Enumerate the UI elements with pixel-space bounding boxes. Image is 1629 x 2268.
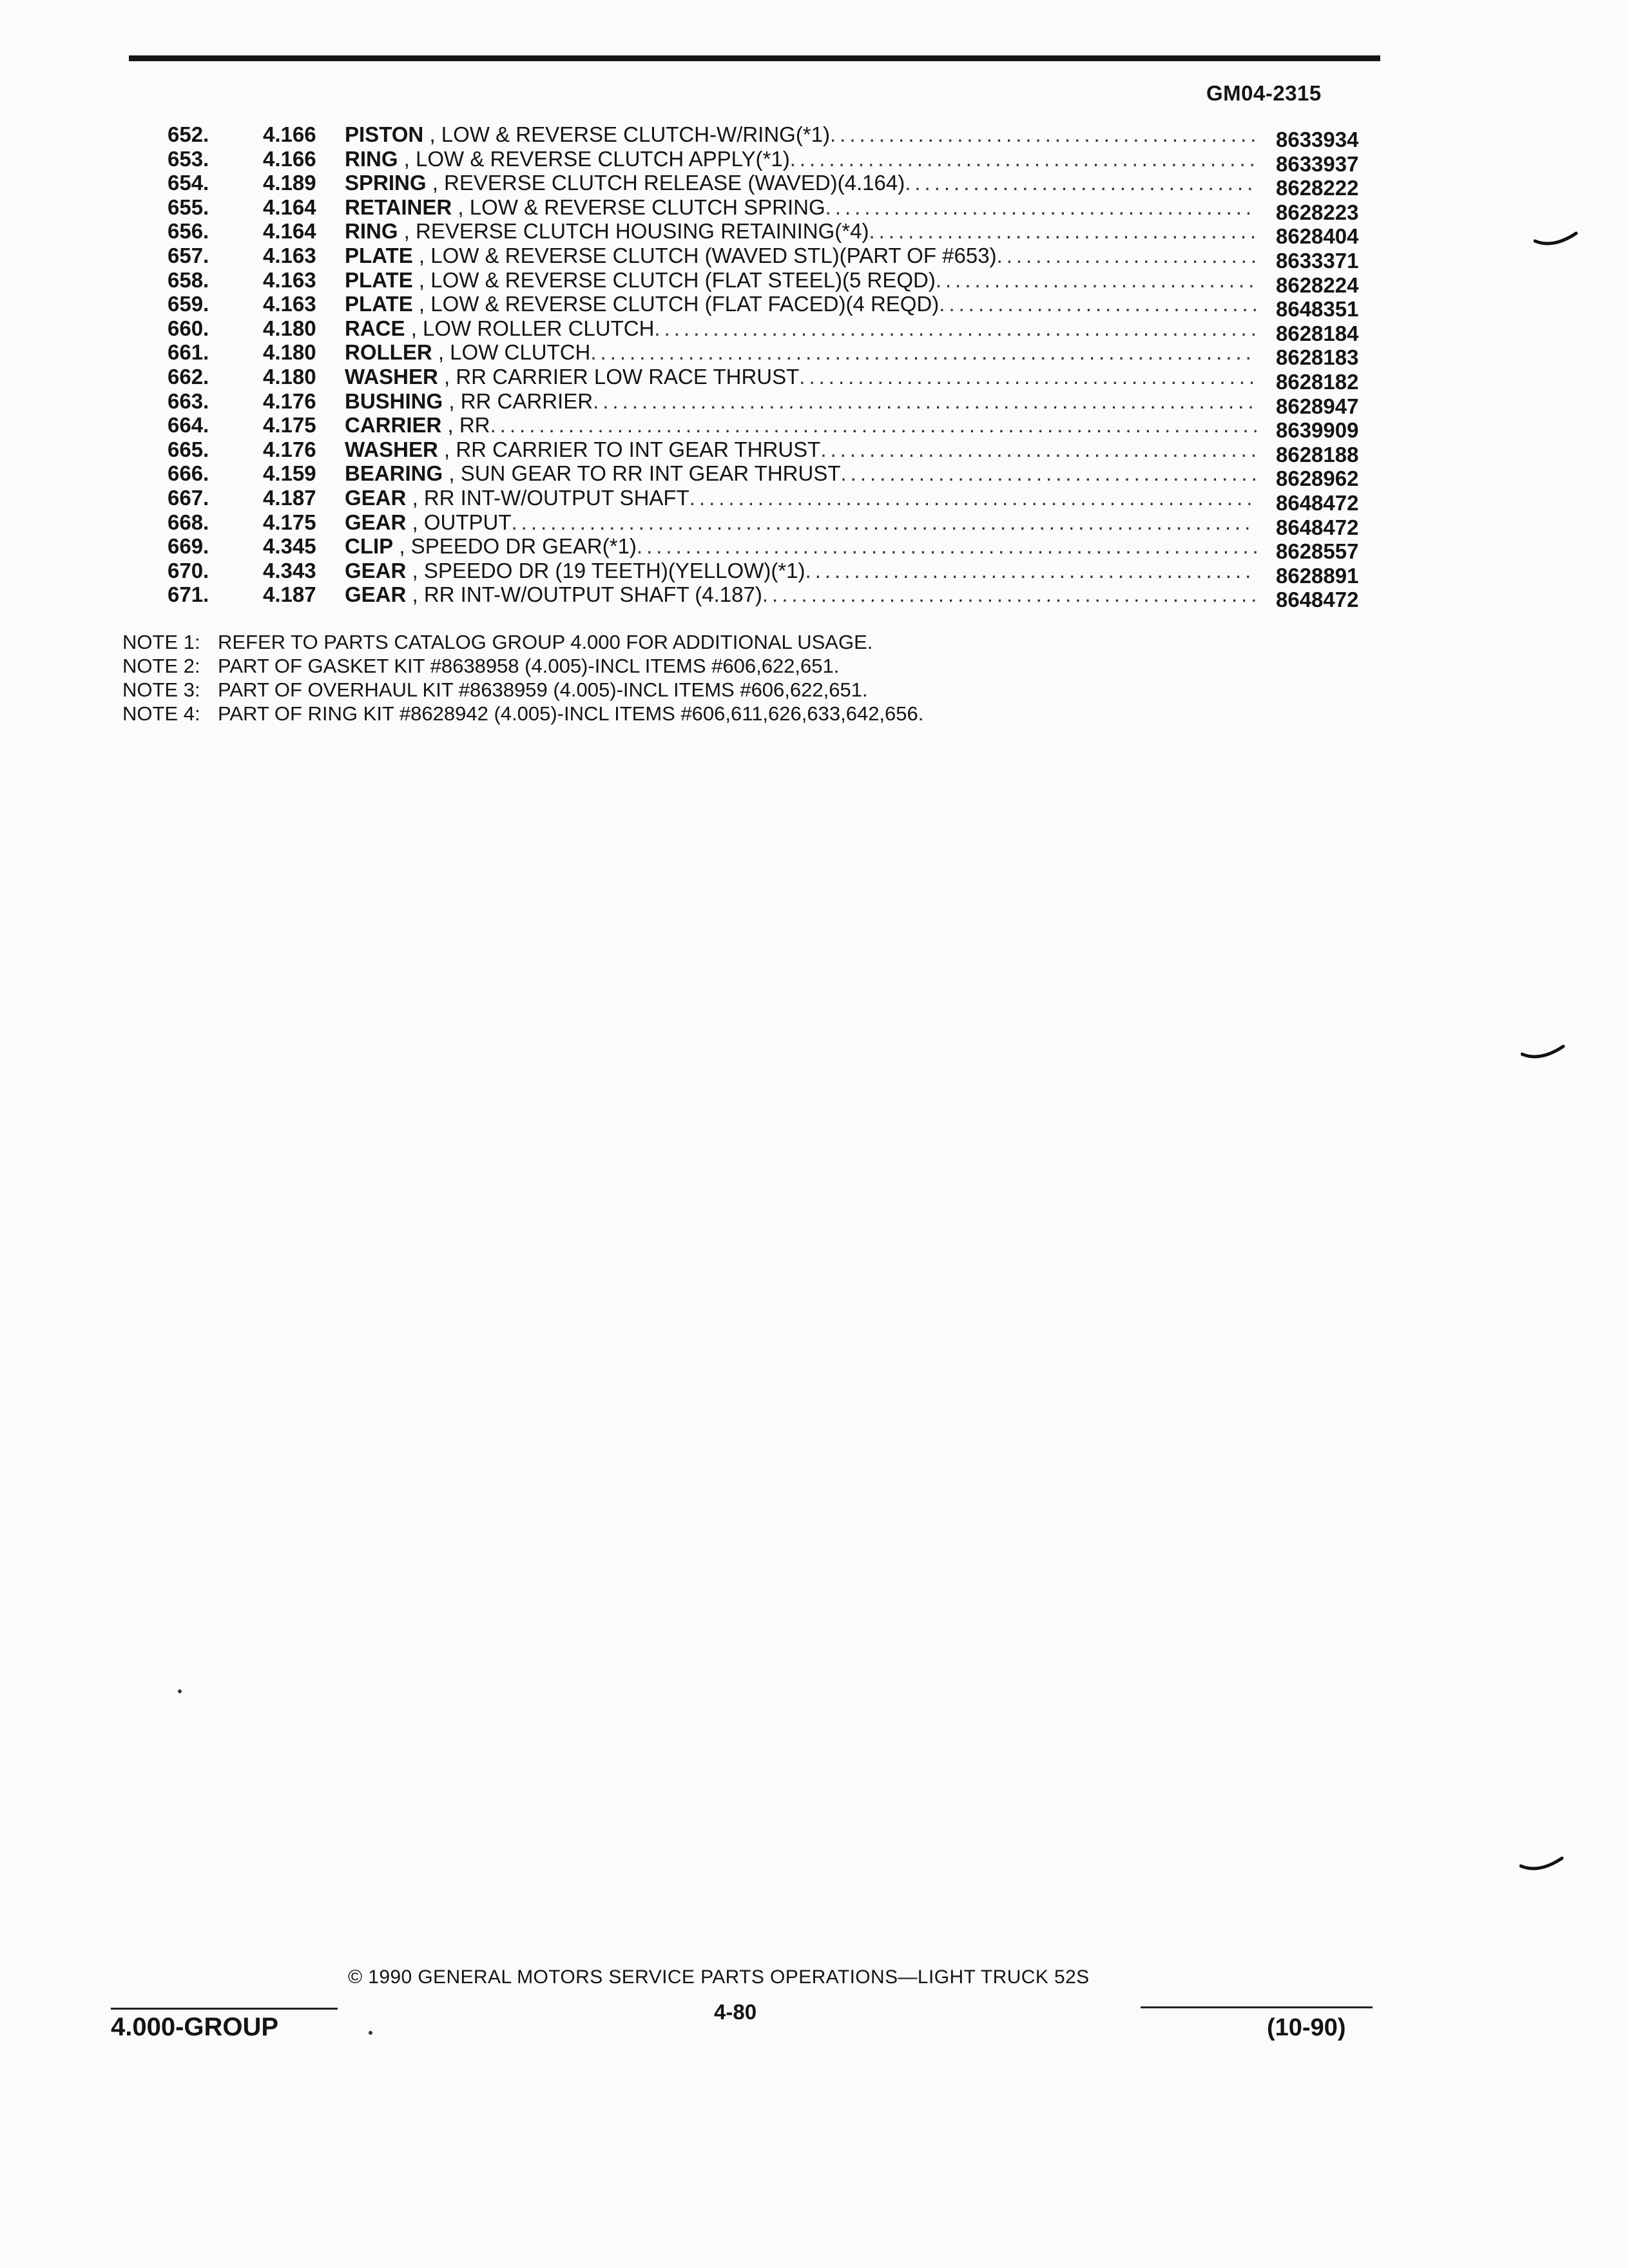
table-row — [168, 316, 1379, 345]
table-row — [168, 582, 1379, 612]
part-number: 8648351 — [1276, 297, 1359, 322]
part-name: WASHER — [345, 437, 438, 461]
item-number: 652. — [168, 122, 209, 146]
part-number: 8628183 — [1276, 345, 1359, 370]
part-detail: , RR INT-W/OUTPUT SHAFT — [412, 485, 689, 510]
group-number: 4.164 — [263, 195, 316, 219]
item-number: 670. — [168, 558, 209, 582]
part-number: 8628182 — [1276, 369, 1359, 394]
group-number: 4.345 — [263, 534, 316, 559]
group-number: 4.176 — [263, 389, 316, 413]
part-description — [345, 582, 1408, 607]
item-number: 663. — [168, 389, 209, 413]
date-code: (10-90) — [1267, 2014, 1346, 2041]
part-name: GEAR — [345, 510, 407, 534]
dot-leader: ............................................................................... — [490, 413, 1262, 437]
margin-check-mark — [1521, 1043, 1566, 1062]
part-name: BEARING — [345, 461, 443, 486]
table-row — [168, 364, 1379, 394]
part-description — [345, 147, 1408, 171]
part-detail: , RR INT-W/OUTPUT SHAFT (4.187) — [412, 582, 762, 607]
part-description — [345, 365, 1408, 389]
margin-check-mark — [1519, 1854, 1565, 1874]
part-description — [345, 292, 1408, 316]
notes-section — [122, 630, 923, 726]
dot-leader: ............................................................................ — [511, 510, 1255, 534]
dot-leader: ........................... — [996, 243, 1261, 267]
part-number: 8648472 — [1276, 515, 1359, 539]
footer-rule-right — [1141, 2006, 1373, 2008]
part-name: GEAR — [345, 558, 407, 582]
item-number: 671. — [168, 582, 209, 607]
part-name: RETAINER — [345, 195, 452, 219]
part-detail: , LOW & REVERSE CLUTCH (WAVED STL)(PART OF #653) — [418, 243, 997, 267]
group-label: 4.000-GROUP — [111, 2013, 279, 2041]
table-row — [168, 534, 1379, 564]
part-number: 8628224 — [1276, 273, 1359, 297]
part-name: PLATE — [345, 243, 413, 267]
item-number: 668. — [168, 510, 209, 534]
group-number: 4.189 — [263, 171, 316, 195]
item-number: 661. — [168, 340, 209, 365]
part-name: ROLLER — [345, 340, 432, 365]
part-name: CLIP — [345, 534, 394, 559]
part-detail: , RR CARRIER — [448, 389, 593, 413]
dot-leader: .................................................................... — [590, 340, 1255, 365]
note-text: PART OF OVERHAUL KIT #8638959 (4.005)-INCL ITEMS #606,622,651. — [218, 678, 868, 701]
note-label: NOTE 3: — [122, 678, 200, 701]
part-number: 8633937 — [1276, 151, 1359, 176]
part-detail: , LOW & REVERSE CLUTCH (FLAT STEEL)(5 REQD) — [418, 267, 936, 292]
note-text: REFER TO PARTS CATALOG GROUP 4.000 FOR ADDITIONAL USAGE. — [218, 631, 873, 653]
table-row — [168, 340, 1379, 370]
table-row — [168, 413, 1379, 443]
table-row — [168, 171, 1379, 200]
table-row — [168, 292, 1379, 322]
note-line — [122, 702, 923, 726]
table-row — [168, 485, 1379, 515]
item-number: 658. — [168, 267, 209, 292]
table-row — [168, 243, 1379, 273]
part-description — [345, 437, 1408, 462]
note-line — [122, 678, 923, 702]
note-label: NOTE 2: — [122, 655, 200, 677]
part-description — [345, 219, 1408, 244]
table-row — [168, 558, 1379, 588]
group-number: 4.180 — [263, 364, 316, 389]
group-number: 4.180 — [263, 340, 316, 365]
part-description — [345, 244, 1408, 268]
dot-leader: ................................................ — [789, 146, 1259, 171]
item-number: 664. — [168, 413, 209, 437]
part-number: 8628223 — [1276, 200, 1359, 224]
part-number: 8648472 — [1276, 588, 1359, 612]
part-detail: , LOW & REVERSE CLUTCH-W/RING(*1) — [429, 122, 830, 146]
item-number: 665. — [168, 437, 209, 461]
part-name: CARRIER — [345, 413, 442, 437]
dot-leader: ................................................................ — [636, 534, 1262, 559]
table-row — [168, 389, 1379, 418]
dot-leader: .............................................. — [805, 558, 1255, 582]
table-row — [168, 267, 1379, 297]
part-number: 8628404 — [1276, 224, 1359, 249]
part-name: BUSHING — [345, 389, 443, 413]
table-row — [168, 437, 1379, 466]
part-number: 8633371 — [1276, 248, 1359, 273]
parts-list — [168, 122, 1379, 612]
group-number: 4.163 — [263, 267, 316, 292]
table-row — [168, 219, 1379, 249]
part-detail: , LOW ROLLER CLUTCH — [410, 316, 655, 340]
part-name: PLATE — [345, 292, 413, 316]
part-detail: , RR CARRIER TO INT GEAR THRUST — [444, 437, 821, 461]
part-detail: , RR CARRIER LOW RACE THRUST — [444, 364, 800, 389]
part-description — [345, 268, 1408, 293]
dot-leader: ............................................ — [825, 195, 1256, 219]
group-number: 4.163 — [263, 292, 316, 316]
part-name: RING — [345, 146, 398, 171]
group-number: 4.164 — [263, 219, 316, 244]
table-row — [168, 461, 1379, 491]
part-detail: , LOW & REVERSE CLUTCH SPRING — [458, 195, 825, 219]
part-name: GEAR — [345, 582, 407, 607]
item-number: 666. — [168, 461, 209, 486]
item-number: 656. — [168, 219, 209, 244]
scan-speck — [178, 1689, 182, 1693]
item-number: 659. — [168, 292, 209, 316]
dot-leader: ................................................... — [762, 582, 1261, 607]
dot-leader: ............................................. — [820, 437, 1260, 461]
part-description — [345, 534, 1408, 559]
part-description — [345, 413, 1408, 437]
item-number: 655. — [168, 195, 209, 219]
part-detail: , LOW CLUTCH — [438, 340, 591, 365]
dot-leader: ................................. — [939, 292, 1262, 316]
part-number: 8639909 — [1276, 418, 1359, 443]
note-line — [122, 654, 923, 678]
part-description — [345, 389, 1408, 414]
copyright-line: © 1990 GENERAL MOTORS SERVICE PARTS OPERATIONS—LIGHT TRUCK 52S — [348, 1966, 1090, 1988]
group-number: 4.176 — [263, 437, 316, 461]
part-number: 8628962 — [1276, 466, 1359, 491]
group-number: 4.166 — [263, 122, 316, 146]
top-rule — [129, 55, 1380, 61]
part-detail: , OUTPUT — [412, 510, 512, 534]
part-number: 8628947 — [1276, 394, 1359, 418]
footer-rule-left — [111, 2008, 338, 2010]
group-number: 4.187 — [263, 485, 316, 510]
part-detail: , SUN GEAR TO RR INT GEAR THRUST — [448, 461, 841, 486]
note-text: PART OF RING KIT #8628942 (4.005)-INCL ITEMS #606,611,626,633,642,656. — [218, 702, 924, 725]
part-description — [345, 486, 1408, 510]
item-number: 669. — [168, 534, 209, 559]
part-description — [345, 559, 1408, 583]
part-name: RACE — [345, 316, 405, 340]
item-number: 660. — [168, 316, 209, 340]
part-name: RING — [345, 219, 398, 244]
part-description — [345, 510, 1408, 535]
group-number: 4.180 — [263, 316, 316, 340]
dot-leader: .................................... — [905, 171, 1257, 195]
part-detail: , SPEEDO DR GEAR(*1) — [399, 534, 637, 559]
dot-leader: .............................................................. — [654, 316, 1260, 340]
item-number: 657. — [168, 243, 209, 267]
part-detail: , REVERSE CLUTCH RELEASE (WAVED)(4.164) — [432, 171, 905, 195]
part-name: WASHER — [345, 364, 438, 389]
part-number: 8628184 — [1276, 321, 1359, 345]
part-description — [345, 171, 1408, 195]
note-label: NOTE 1: — [122, 631, 200, 653]
item-number: 667. — [168, 485, 209, 510]
dot-leader: ............................................ — [830, 122, 1260, 146]
dot-leader: ............................................... — [799, 364, 1259, 389]
dot-leader: ........................................... — [840, 461, 1261, 486]
part-number: 8628891 — [1276, 563, 1359, 588]
part-description — [345, 316, 1408, 341]
group-number: 4.175 — [263, 413, 316, 437]
part-name: GEAR — [345, 485, 407, 510]
part-detail: , RR — [447, 413, 490, 437]
group-number: 4.159 — [263, 461, 316, 486]
part-name: PISTON — [345, 122, 424, 146]
part-description — [345, 122, 1408, 147]
scan-speck — [369, 2031, 372, 2035]
dot-leader: .................................................................... — [593, 389, 1258, 413]
part-number: 8648472 — [1276, 490, 1359, 515]
part-name: PLATE — [345, 267, 413, 292]
note-line — [122, 630, 923, 654]
part-number: 8628222 — [1276, 176, 1359, 200]
part-name: SPRING — [345, 171, 427, 195]
part-description — [345, 195, 1408, 220]
part-detail: , LOW & REVERSE CLUTCH (FLAT FACED)(4 REQD) — [418, 292, 940, 316]
part-detail: , REVERSE CLUTCH HOUSING RETAINING(*4) — [403, 219, 869, 244]
part-description — [345, 340, 1408, 365]
item-number: 662. — [168, 364, 209, 389]
dot-leader: ................................. — [935, 267, 1258, 292]
part-detail: , SPEEDO DR (19 TEETH)(YELLOW)(*1) — [412, 558, 805, 582]
table-row — [168, 195, 1379, 224]
note-text: PART OF GASKET KIT #8638958 (4.005)-INCL ITEMS #606,622,651. — [218, 655, 840, 677]
part-number: 8633934 — [1276, 128, 1359, 151]
document-id: GM04-2315 — [1206, 81, 1322, 105]
table-row — [168, 122, 1379, 151]
item-number: 654. — [168, 171, 209, 195]
page-number: 4-80 — [714, 2000, 757, 2024]
group-number: 4.175 — [263, 510, 316, 534]
note-label: NOTE 4: — [122, 702, 200, 725]
item-number: 653. — [168, 146, 209, 171]
part-number: 8628557 — [1276, 539, 1359, 564]
group-number: 4.187 — [263, 582, 316, 607]
part-description — [345, 461, 1408, 486]
margin-check-mark — [1534, 229, 1579, 249]
table-row — [168, 146, 1379, 176]
dot-leader: ........................................ — [869, 219, 1260, 244]
part-number: 8628188 — [1276, 442, 1359, 466]
group-number: 4.166 — [263, 146, 316, 171]
part-detail: , LOW & REVERSE CLUTCH APPLY(*1) — [403, 146, 790, 171]
group-number: 4.343 — [263, 558, 316, 582]
group-number: 4.163 — [263, 243, 316, 267]
dot-leader: .......................................................... — [689, 485, 1257, 510]
table-row — [168, 510, 1379, 539]
